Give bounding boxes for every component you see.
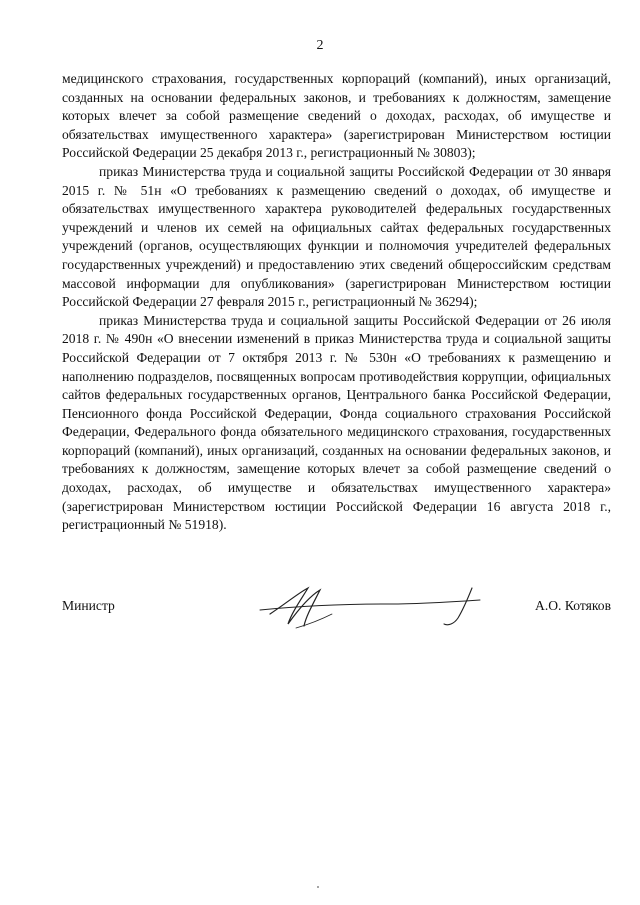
signatory-name: А.О. Котяков (535, 598, 611, 613)
handwritten-signature (240, 584, 490, 634)
paragraph-order-51n: приказ Министерства труда и социальной защиты Российской Федерации от 30 января 2015 г. № 51н «О требованиях к размещению сведений о доходах, об имуществе и обязательствах имущественного характера руководителей федеральных государственных учреждений и членов их семей на официальных сайтах федеральных государственных учреждений (органов, осуществляющих функции и полномочия учредителей федеральных государственных учреждений) и предоставлению этих сведений общероссийским средствам массовой информации для опубликования» (зарегистрирован Министерством юстиции Российской Федерации 27 февраля 2015 г., регистрационный № 36294); (62, 163, 611, 310)
signatory-title: Министр (62, 598, 115, 613)
document-body (62, 70, 611, 535)
scan-speck (317, 886, 319, 888)
page-number: 2 (316, 38, 324, 53)
paragraph-order-490n: приказ Министерства труда и социальной защиты Российской Федерации от 26 июля 2018 г. № 490н «О внесении изменений в приказ Министерства труда и социальной защиты Российской Федерации от 7 октября 2013 г. № 530н «О требованиях к размещению и наполнению подразделов, посвященных вопросам противодействия коррупции, официальных сайтов федеральных государственных органов, Центрального банка Российской Федерации, Пенсионного фонда Российской Федерации, Фонда социального страхования Российской Федерации, Федерального фонда обязательного медицинского страхования, государственных корпораций (компаний), иных организаций, созданных на основании федеральных законов, и требованиях к должностям, замещение которых влечет за собой размещение сведений о доходах, расходах, об имуществе и обязательствах имущественного характера» (зарегистрирован Министерством юстиции Российской Федерации 16 августа 2018 г., регистрационный № 51918). (62, 312, 611, 533)
signature-block (62, 590, 611, 640)
paragraph-continuation: медицинского страхования, государственных корпораций (компаний), иных организаций, созданных на основании федеральных законов, и требованиях к должностям, замещение которых влечет за собой размещение сведений о доходах, расходах, об имуществе и обязательствах имущественного характера» (зарегистрирован Министерством юстиции Российской Федерации 25 декабря 2013 г., регистрационный № 30803); (62, 71, 611, 161)
